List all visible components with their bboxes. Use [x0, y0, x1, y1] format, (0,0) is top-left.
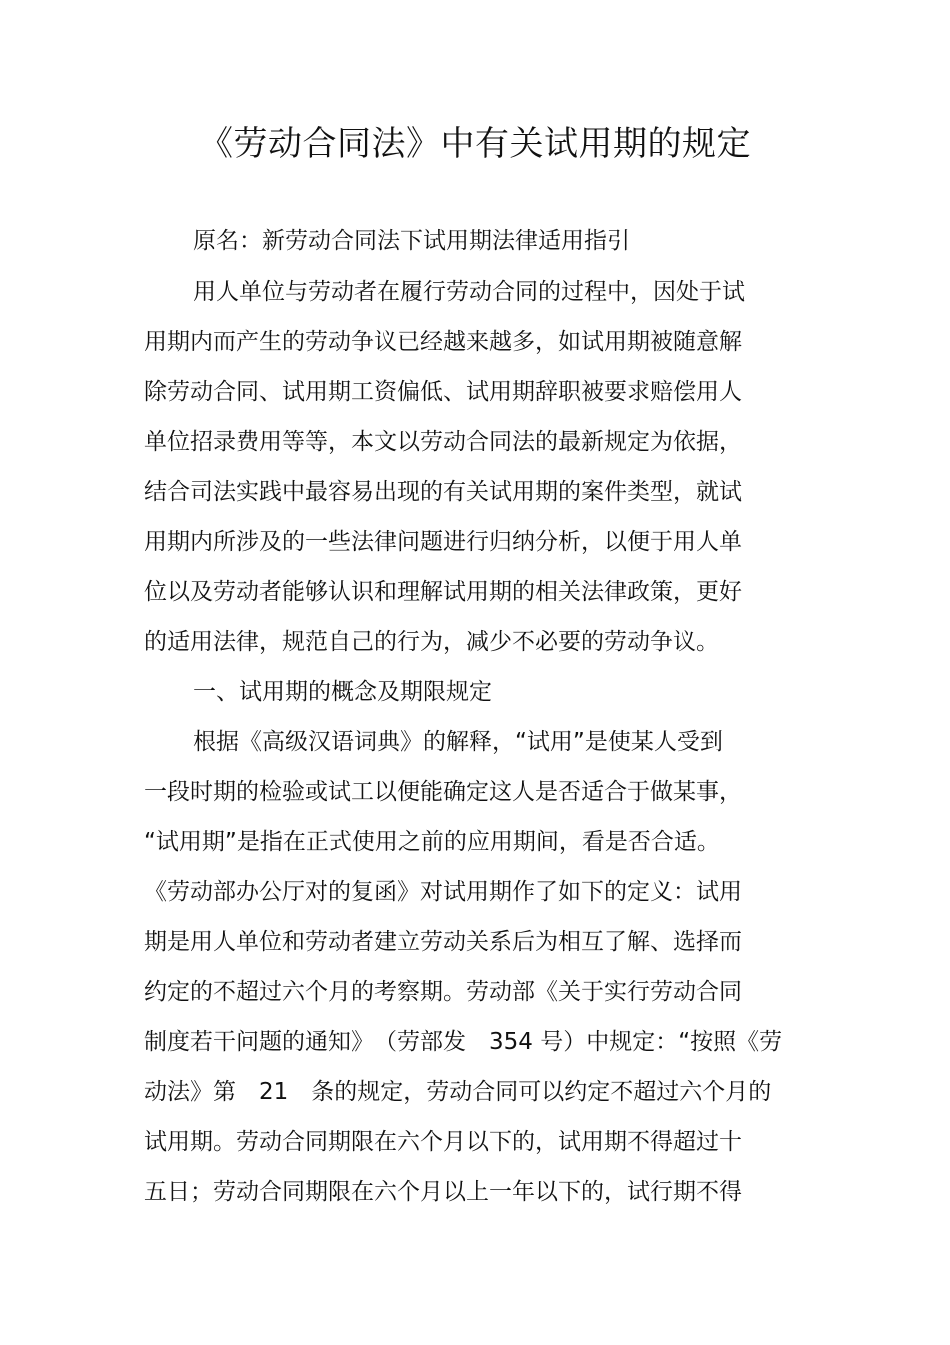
paragraph-line: 单位招录费用等等，本文以劳动合同法的最新规定为依据，	[144, 429, 742, 455]
paragraph-line: 五日；劳动合同期限在六个月以上一年以下的，试行期不得	[144, 1179, 742, 1205]
paragraph-line: 用人单位与劳动者在履行劳动合同的过程中，因处于试	[193, 279, 745, 305]
paragraph-line: 用期内所涉及的一些法律问题进行归纳分析，以便于用人单	[144, 529, 742, 555]
section-heading: 一、试用期的概念及期限规定	[193, 679, 492, 705]
paragraph-line: 用期内而产生的劳动争议已经越来越多，如试用期被随意解	[144, 329, 742, 355]
paragraph-line: 试用期。劳动合同期限在六个月以下的，试用期不得超过十	[144, 1129, 742, 1155]
paragraph-line: 制度若干问题的通知》 （劳部发 354 号）中规定：“按照《劳	[144, 1029, 783, 1055]
paragraph-line: “试用期”是指在正式使用之前的应用期间，看是否合适。	[144, 829, 720, 855]
paragraph-line: 根据《高级汉语词典》的解释，“试用”是使某人受到	[193, 729, 723, 755]
paragraph-line: 一段时期的检验或试工以便能确定这人是否适合于做某事，	[144, 779, 742, 805]
paragraph-line: 除劳动合同、试用期工资偏低、试用期辞职被要求赔偿用人	[144, 379, 742, 405]
paragraph-line: 《劳动部办公厅对的复函》对试用期作了如下的定义：试用	[144, 879, 742, 905]
paragraph-line: 原名：新劳动合同法下试用期法律适用指引	[193, 228, 630, 254]
paragraph-line: 位以及劳动者能够认识和理解试用期的相关法律政策，更好	[144, 579, 742, 605]
paragraph-line: 的适用法律，规范自己的行为，减少不必要的劳动争议。	[144, 629, 719, 655]
paragraph-line: 约定的不超过六个月的考察期。劳动部《关于实行劳动合同	[144, 979, 742, 1005]
paragraph-line: 期是用人单位和劳动者建立劳动关系后为相互了解、选择而	[144, 929, 742, 955]
paragraph-line: 结合司法实践中最容易出现的有关试用期的案件类型，就试	[144, 479, 742, 505]
paragraph-line: 动法》第 21 条的规定，劳动合同可以约定不超过六个月的	[144, 1079, 772, 1105]
document-title: 《劳动合同法》中有关试用期的规定	[199, 124, 751, 164]
